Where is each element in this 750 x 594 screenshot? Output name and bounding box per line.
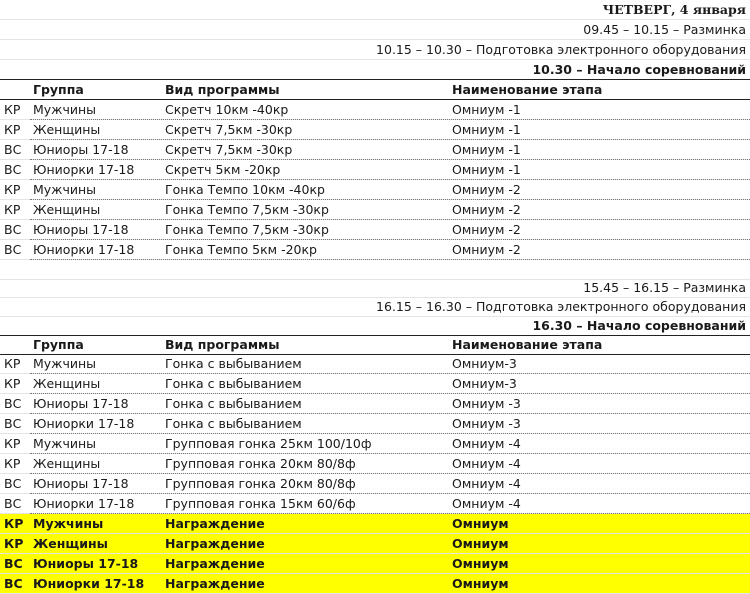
warmup-row-1 — [0, 20, 750, 40]
table-row — [0, 374, 750, 394]
cell-group: Юниоры 17-18 — [33, 476, 129, 491]
awards-row — [0, 574, 750, 594]
cell-program: Гонка Темпо 5км -20кр — [165, 242, 317, 257]
table-row — [0, 240, 750, 260]
cell-stage: Омниум -2 — [452, 182, 521, 197]
cell-code: ВС — [4, 242, 22, 257]
cell-program: Скретч 10км -40кр — [165, 102, 289, 117]
cell-code: КР — [4, 102, 21, 117]
table-row — [0, 140, 750, 160]
table-row — [0, 414, 750, 434]
cell-stage: Омниум — [452, 516, 509, 531]
cell-group: Юниорки 17-18 — [33, 162, 135, 177]
cell-program: Групповая гонка 15км 60/6ф — [165, 496, 356, 511]
cell-program: Награждение — [165, 556, 265, 571]
header-program: Вид программы — [165, 337, 280, 352]
cell-stage: Омниум — [452, 556, 509, 571]
cell-code: КР — [4, 536, 24, 551]
cell-group: Юниоры 17-18 — [33, 142, 129, 157]
warmup-time-1: 09.45 – 10.15 – Разминка — [583, 22, 746, 37]
cell-code: ВС — [4, 162, 22, 177]
cell-group: Женщины — [33, 202, 101, 217]
start-row-2 — [0, 316, 750, 336]
cell-group: Мужчины — [33, 516, 104, 531]
table-row — [0, 474, 750, 494]
table-row — [0, 200, 750, 220]
cell-stage: Омниум -4 — [452, 476, 521, 491]
day-title-row — [0, 0, 750, 20]
awards-row — [0, 514, 750, 534]
table-row — [0, 120, 750, 140]
warmup-row-2 — [0, 278, 750, 298]
table-row — [0, 180, 750, 200]
table-row — [0, 394, 750, 414]
table-row — [0, 220, 750, 240]
cell-stage: Омниум — [452, 536, 509, 551]
cell-code: КР — [4, 456, 21, 471]
cell-stage: Омниум -4 — [452, 436, 521, 451]
cell-stage: Омниум -2 — [452, 202, 521, 217]
cell-group: Мужчины — [33, 436, 96, 451]
cell-code: ВС — [4, 416, 22, 431]
cell-program: Скретч 5км -20кр — [165, 162, 281, 177]
day-title: ЧЕТВЕРГ, 4 января — [602, 2, 746, 17]
cell-group: Юниорки 17-18 — [33, 242, 135, 257]
cell-code: ВС — [4, 396, 22, 411]
cell-program: Гонка с выбыванием — [165, 396, 302, 411]
warmup-time-2: 15.45 – 16.15 – Разминка — [583, 280, 746, 295]
cell-program: Групповая гонка 25км 100/10ф — [165, 436, 372, 451]
cell-program: Гонка Темпо 10км -40кр — [165, 182, 325, 197]
prep-row-2 — [0, 297, 750, 317]
start-time-2: 16.30 – Начало соревнований — [532, 318, 746, 333]
cell-program: Групповая гонка 20км 80/8ф — [165, 456, 356, 471]
cell-program: Гонка с выбыванием — [165, 376, 302, 391]
cell-stage: Омниум -2 — [452, 222, 521, 237]
cell-code: ВС — [4, 222, 22, 237]
cell-code: КР — [4, 202, 21, 217]
table-row — [0, 454, 750, 474]
table-row — [0, 160, 750, 180]
cell-group: Юниоры 17-18 — [33, 396, 129, 411]
cell-stage: Омниум -1 — [452, 162, 521, 177]
cell-group: Мужчины — [33, 182, 96, 197]
table-header-2 — [0, 335, 750, 355]
cell-program: Награждение — [165, 536, 265, 551]
header-stage: Наименование этапа — [452, 337, 603, 352]
cell-group: Женщины — [33, 122, 101, 137]
cell-code: ВС — [4, 476, 22, 491]
table-row — [0, 354, 750, 374]
cell-stage: Омниум-3 — [452, 356, 517, 371]
cell-group: Юниоры 17-18 — [33, 556, 139, 571]
table-row — [0, 434, 750, 454]
header-group: Группа — [33, 82, 84, 97]
cell-program: Награждение — [165, 576, 265, 591]
start-time-1: 10.30 – Начало соревнований — [532, 62, 746, 77]
prep-row-1 — [0, 40, 750, 60]
header-program: Вид программы — [165, 82, 280, 97]
cell-program: Гонка с выбыванием — [165, 416, 302, 431]
prep-time-2: 16.15 – 16.30 – Подготовка электронного оборудования — [376, 299, 746, 314]
cell-group: Юниорки 17-18 — [33, 416, 135, 431]
cell-group: Женщины — [33, 536, 108, 551]
start-row-1 — [0, 60, 750, 80]
cell-code: КР — [4, 376, 21, 391]
cell-code: ВС — [4, 576, 23, 591]
cell-program: Скретч 7,5км -30кр — [165, 142, 293, 157]
cell-code: ВС — [4, 556, 23, 571]
cell-stage: Омниум -1 — [452, 102, 521, 117]
cell-stage: Омниум — [452, 576, 509, 591]
prep-time-1: 10.15 – 10.30 – Подготовка электронного оборудования — [376, 42, 746, 57]
table-row — [0, 100, 750, 120]
awards-row — [0, 534, 750, 554]
cell-stage: Омниум -1 — [452, 122, 521, 137]
header-group: Группа — [33, 337, 84, 352]
cell-group: Юниоры 17-18 — [33, 222, 129, 237]
cell-group: Юниорки 17-18 — [33, 496, 135, 511]
cell-stage: Омниум -1 — [452, 142, 521, 157]
cell-group: Женщины — [33, 376, 101, 391]
table-row — [0, 494, 750, 514]
cell-program: Гонка Темпо 7,5км -30кр — [165, 202, 329, 217]
cell-code: ВС — [4, 142, 22, 157]
cell-program: Гонка с выбыванием — [165, 356, 302, 371]
cell-stage: Омниум-3 — [452, 376, 517, 391]
cell-stage: Омниум -2 — [452, 242, 521, 257]
cell-program: Групповая гонка 20км 80/8ф — [165, 476, 356, 491]
table-header-1 — [0, 80, 750, 100]
spacer-row — [0, 260, 750, 280]
cell-stage: Омниум -4 — [452, 496, 521, 511]
cell-program: Гонка Темпо 7,5км -30кр — [165, 222, 329, 237]
cell-stage: Омниум -4 — [452, 456, 521, 471]
cell-group: Мужчины — [33, 102, 96, 117]
cell-program: Скретч 7,5км -30кр — [165, 122, 293, 137]
cell-code: КР — [4, 516, 24, 531]
cell-program: Награждение — [165, 516, 265, 531]
cell-group: Женщины — [33, 456, 101, 471]
header-stage: Наименование этапа — [452, 82, 603, 97]
cell-code: ВС — [4, 496, 22, 511]
cell-code: КР — [4, 356, 21, 371]
cell-stage: Омниум -3 — [452, 416, 521, 431]
cell-code: КР — [4, 182, 21, 197]
cell-code: КР — [4, 436, 21, 451]
cell-group: Юниорки 17-18 — [33, 576, 145, 591]
cell-stage: Омниум -3 — [452, 396, 521, 411]
cell-code: КР — [4, 122, 21, 137]
cell-group: Мужчины — [33, 356, 96, 371]
awards-row — [0, 554, 750, 574]
